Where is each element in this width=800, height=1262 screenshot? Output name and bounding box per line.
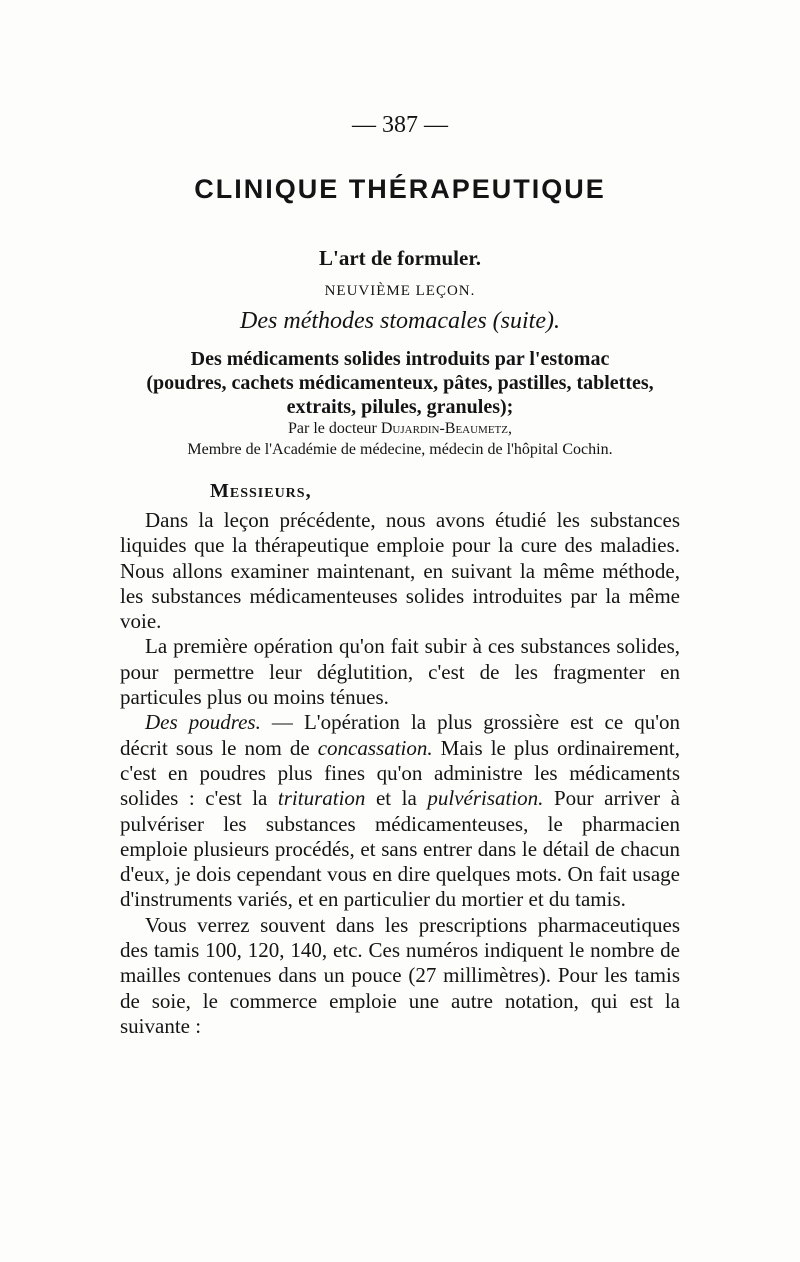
text-run: — L'opération la plus grossière est ce qu'on décrit sous le nom de [120, 710, 680, 760]
author-prefix: Par le docteur [287, 420, 381, 437]
text-run: Mais le plus ordinairement, c'est en poudres plus fines qu'on administre les médicaments solides : c'est la [120, 735, 680, 811]
author-line [0, 420, 800, 438]
topic-line: extraits, pilules, granules); [286, 396, 514, 418]
section-heading-inline: Des poudres. [145, 710, 261, 735]
salutation: Messieurs, [210, 480, 312, 502]
page-number: — 387 — [352, 112, 448, 138]
body-text [120, 508, 680, 1039]
subtitle: Des méthodes stomacales (suite). [240, 308, 560, 334]
article-title: L'art de formuler. [319, 246, 481, 270]
paragraph: Dans la leçon précédente, nous avons étudié les substances liquides que la thérapeutique emploie pour la cure des maladies. Nous allons examiner maintenant, en suivant la même méthode, les substances médicamenteuses solides introduites par la même voie. [120, 508, 680, 634]
paragraph: Vous verrez souvent dans les prescriptions pharmaceutiques des tamis 100, 120, 140, etc. Ces numéros indiquent le nombre de mailles contenues dans un pouce (27 millimètres). Pour les tamis de soie, le commerce emploie une autre notation, qui est la suivante : [120, 912, 680, 1038]
paragraph [120, 710, 680, 912]
text-run: et la [365, 786, 428, 811]
topic-line: Des médicaments solides introduits par l'estomac [190, 348, 610, 370]
affiliation: Membre de l'Académie de médecine, médecin de l'hôpital Cochin. [187, 441, 613, 458]
author-name: Dujardin-Beaumetz, [380, 420, 512, 437]
italic-term: concassation. [317, 735, 433, 760]
italic-term: trituration [277, 786, 366, 811]
section-title: CLINIQUE THÉRAPEUTIQUE [194, 174, 606, 204]
topic-line: (poudres, cachets médicamenteux, pâtes, pastilles, tablettes, [146, 372, 654, 394]
paragraph: La première opération qu'on fait subir à ces substances solides, pour permettre leur déglutition, c'est de les fragmenter en particules plus ou moins ténues. [120, 634, 680, 710]
lesson-heading: NEUVIÈME LEÇON. [324, 283, 476, 299]
text-run: Pour arriver à pulvériser les substances médicamenteuses, le pharmacien emploie plusieurs procédés, et sans entrer dans le détail de chacun d'eux, je dois cependant vous en dire quelques mots. On fait usage d'instruments variés, et en particulier du mortier et du tamis. [120, 786, 680, 912]
italic-term: pulvérisation. [427, 786, 544, 811]
